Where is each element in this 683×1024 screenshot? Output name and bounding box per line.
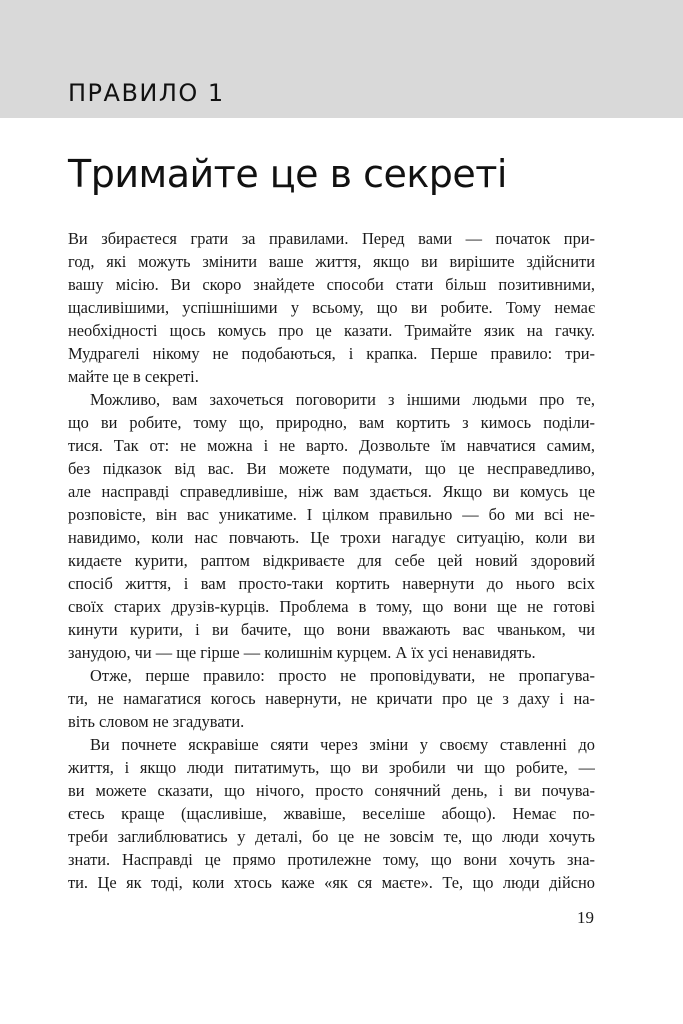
text-line: ти. Це як тоді, коли хтось каже «як ся маєте». Те, що люди дійсно	[68, 873, 595, 892]
text-line: кидаєте курити, раптом відкриваєте для себе цей новий здоровий	[68, 551, 595, 570]
body-text	[68, 227, 595, 894]
text-line: що ви робите, тому що, природно, вам кортить з кимось поділи-	[68, 413, 595, 432]
page-number: 19	[577, 908, 594, 927]
text-line: необхідності щось комусь про це казати. Тримайте язик на гачку.	[68, 321, 595, 340]
text-line: розповісте, він вас уникатиме. І цілком правильно — бо ми всі не-	[68, 505, 595, 524]
text-line: майте це в секреті.	[68, 367, 199, 386]
chapter-title: Тримайте це в секреті	[68, 152, 507, 196]
text-line: вашу місію. Ви скоро знайдете способи стати більш позитивними,	[68, 275, 595, 294]
text-line: Мудрагелі нікому не подобаються, і крапка. Перше правило: три-	[68, 344, 595, 363]
text-line: тися. Так от: не можна і не варто. Дозвольте їм навчатися самим,	[68, 436, 595, 455]
text-line: треби заглиблюватись у деталі, бо це не зовсім те, що люди хочуть	[68, 827, 595, 846]
text-line: спосіб життя, і вам просто-таки кортить навернути до нього всіх	[68, 574, 595, 593]
text-line: Ви збираєтеся грати за правилами. Перед вами — початок при-	[68, 229, 595, 248]
text-line: ви можете сказати, що нічого, просто сонячний день, і ви почува-	[68, 781, 595, 800]
text-line: Ви почнете яскравіше сяяти через зміни у своєму ставленні до	[90, 735, 595, 754]
text-line: кинути курити, і ви бачите, що вони вважають вас чваньком, чи	[68, 620, 595, 639]
text-line: навидимо, коли нас повчають. Це трохи нагадує ситуацію, коли ви	[68, 528, 595, 547]
text-line: віть словом не згадувати.	[68, 712, 245, 731]
text-line: своїх старих друзів-курців. Проблема в тому, що вони ще не готові	[68, 597, 595, 616]
text-line: Можливо, вам захочеться поговорити з іншими людьми про те,	[90, 390, 595, 409]
text-line: Отже, перше правило: просто не проповідувати, не пропагува-	[90, 666, 595, 685]
text-line: єтесь краще (щасливіше, жвавіше, веселіше абощо). Немає по-	[68, 804, 595, 823]
text-line: ти, не намагатися когось навернути, не кричати про це з даху і на-	[68, 689, 595, 708]
text-line: щасливішими, успішнішими у всьому, що ви робите. Тому немає	[68, 298, 595, 317]
text-line: знати. Насправді це прямо протилежне тому, що вони хочуть зна-	[68, 850, 595, 869]
paragraph	[68, 733, 595, 894]
text-line: занудою, чи — ще гірше — колишнім курцем. А їх усі ненавидять.	[68, 643, 536, 662]
text-line: год, які можуть змінити ваше життя, якщо ви вирішите здійснити	[68, 252, 595, 271]
text-line: без підказок від вас. Ви можете подумати, що це несправедливо,	[68, 459, 595, 478]
text-line: але насправді справедливіше, ніж вам здається. Якщо ви комусь це	[68, 482, 595, 501]
paragraph	[68, 227, 595, 388]
paragraph	[68, 664, 595, 733]
text-line: життя, і якщо люди питатимуть, що ви зробили чи що робите, —	[68, 758, 595, 777]
paragraph	[68, 388, 595, 664]
rule-label: ПРАВИЛО 1	[68, 79, 225, 107]
